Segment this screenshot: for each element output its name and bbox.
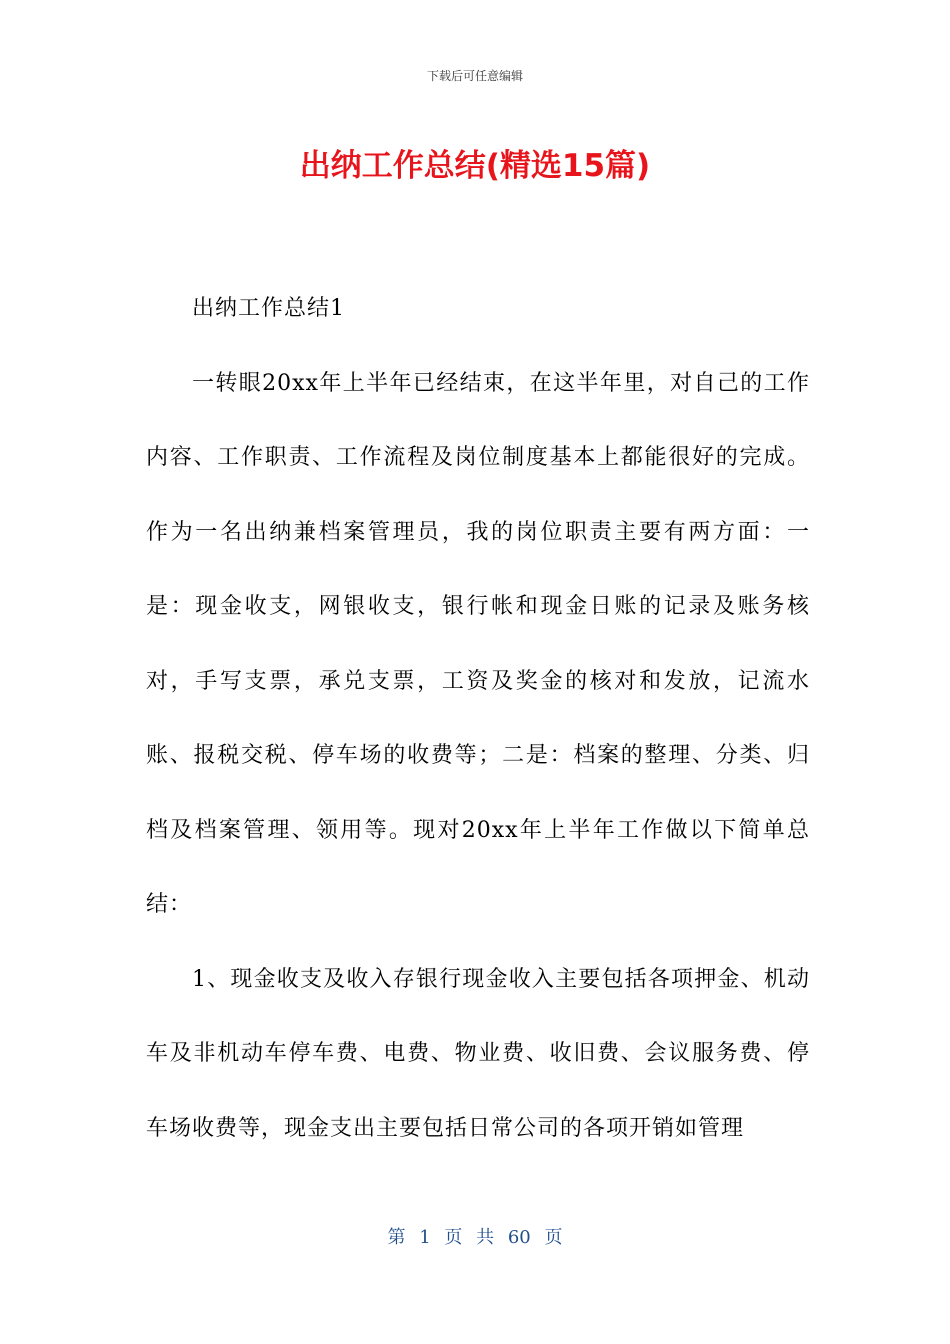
paragraph-1: 一转眼20xx年上半年已经结束，在这半年里，对自己的工作内容、工作职责、工作流程及岗位制度基本上都能很好的完成。作为一名出纳兼档案管理员，我的岗位职责主要有两方面：一是：现金收支，网银收支，银行帐和现金日账的记录及账务核对，手写支票，承兑支票，工资及奖金的核对和发放，记流水账、报税交税、停车场的收费等；二是：档案的整理、分类、归档及档案管理、领用等。现对20xx年上半年工作做以下简单总结： — [146, 370, 810, 917]
paragraph-2: 1、现金收支及收入存银行现金收入主要包括各项押金、机动车及非机动车停车费、电费、物业费、收旧费、会议服务费、停车场收费等，现金支出主要包括日常公司的各项开销如管理 — [146, 966, 810, 1141]
header-note: 下载后可任意编辑 — [426, 69, 523, 83]
page-indicator: 第 1 页 共 60 页 — [387, 1227, 563, 1248]
document-title: 出纳工作总结(精选15篇) — [299, 148, 651, 184]
section-heading: 出纳工作总结1 — [192, 296, 345, 321]
document-body — [146, 272, 810, 1166]
